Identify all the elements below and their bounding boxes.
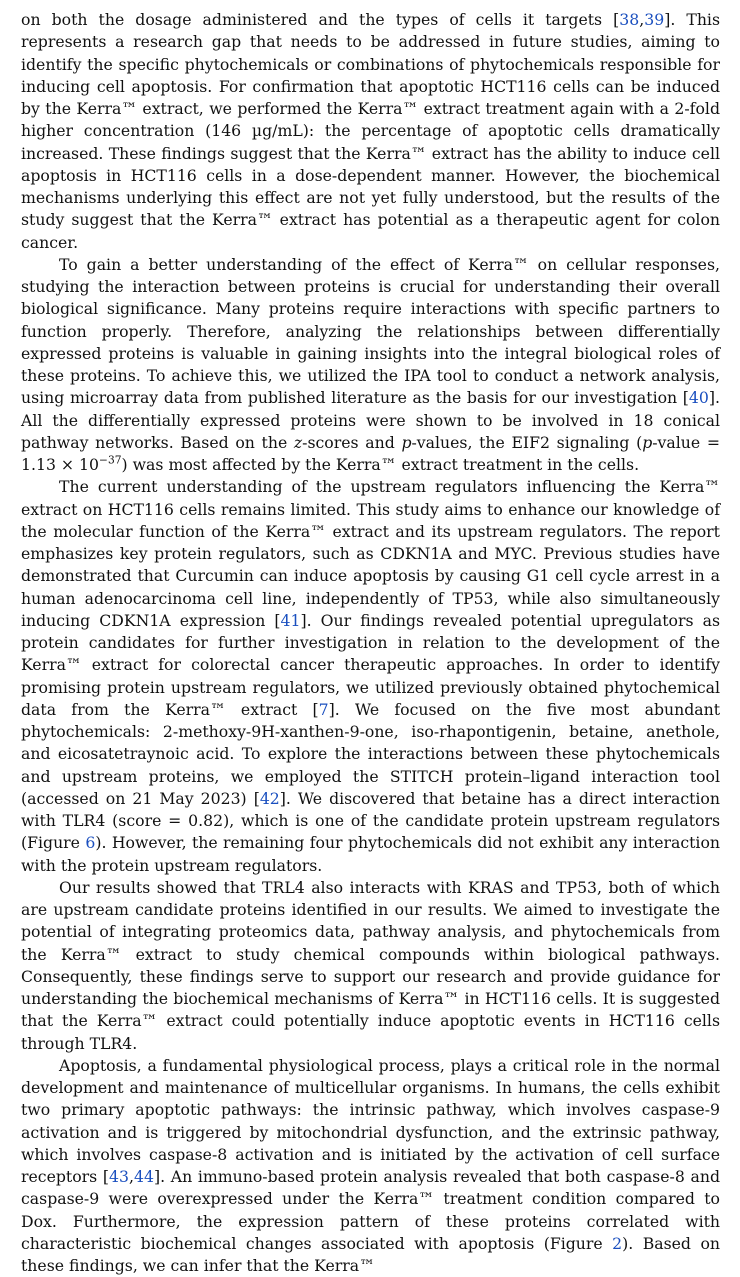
paragraph	[21, 877, 720, 1055]
text-run: ) was most affected by the Kerra™ extract treatment in the cells.	[121, 455, 640, 474]
text-run: The current understanding of the upstream regulators influencing the Kerra™ extract on HCT116 cells remains limited. This study aims to enhance our knowledge of the molecular function of the Kerra™ extract and its upstream regulators. The report emphasizes key protein regulators, such as CDKN1A and MYC. Previous studies have demonstrated that Curcumin can induce apoptosis by causing G1 cell cycle arrest in a human adenocarcinoma cell line, independently of TP53, while also simultaneously inducing CDKN1A expression [	[21, 477, 720, 630]
text-run: ]. This represents a research gap that needs to be addressed in future studies, aiming to identify the specific phytochemicals or combinations of phytochemicals responsible for inducing cell apoptosis. For confirmation that apoptotic HCT116 cells can be induced by the Kerra™ extract, we performed the Kerra™ extract treatment again with a 2-fold higher concentration (146 µg/mL): the percentage of apoptotic cells dramatically increased. These findings suggest that the Kerra™ extract has the ability to induce cell apoptosis in HCT116 cells in a dose-dependent manner. However, the biochemical mechanisms underlying this effect are not yet fully understood, but the results of the study suggest that the Kerra™ extract has potential as a therapeutic agent for colon cancer.	[21, 10, 720, 252]
italic-text: p	[401, 432, 412, 452]
text-run: ]. Our findings revealed potential upregulators as protein candidates for further investigation in relation to the development of the Kerra™ extract for colorectal cancer therapeutic approaches. In order to identify promising protein upstream regulators, we utilized previously obtained phytochemical data from the Kerra™ extract [	[21, 610, 720, 719]
text-run: on both the dosage administered and the types of cells it targets [	[21, 10, 620, 29]
citation-link[interactable]: 7	[318, 699, 329, 719]
text-run: ). Based on these findings, we can infer that the Kerra™	[21, 1233, 721, 1275]
italic-text: z	[293, 432, 303, 452]
text-run: Our results showed that TRL4 also interacts with KRAS and TP53, both of which are upstream candidate proteins identified in our results. We aimed to investigate the potential of integrating proteomics data, pathway analysis, and phytochemicals from the Kerra™ extract to study chemical compounds within biological pathways. Consequently, these findings serve to support our research and provide guidance for understanding the biochemical mechanisms of Kerra™ in HCT116 cells. It is suggested that the Kerra™ extract could potentially induce apoptotic events in HCT116 cells through TLR4.	[21, 877, 720, 1053]
citation-link[interactable]: 40	[688, 388, 709, 408]
text-run: ]. We discovered that betaine has a direct interaction with TLR4 (score = 0.82), which is one of the candidate protein upstream regulators (Figure	[21, 788, 720, 853]
citation-link[interactable]: 44	[133, 1167, 154, 1186]
paragraph	[21, 1055, 720, 1277]
text-run: Apoptosis, a fundamental physiological process, plays a critical role in the normal development and maintenance of multicellular organisms. In humans, the cells exhibit two primary apoptotic pathways: the intrinsic pathway, which involves caspase-9 activation and is triggered by mitochondrial dysfunction, and the extrinsic pathway, which involves caspase-8 activation and is initiated by the activation of cell surface receptors [	[21, 1055, 720, 1186]
text-run: ]. An immuno-based protein analysis revealed that both caspase-8 and caspase-9 were overexpressed under the Kerra™ treatment condition compared to Dox. Furthermore, the expression pattern of these proteins correlated with characteristic biochemical changes associated with apoptosis (Figure	[21, 1167, 720, 1253]
text-run: ,	[128, 1167, 134, 1186]
citation-link[interactable]: 2	[612, 1233, 623, 1253]
body-text	[21, 9, 720, 1277]
paragraph	[21, 254, 720, 477]
text-run: ,	[639, 10, 645, 29]
text-run: To gain a better understanding of the effect of Kerra™ on cellular responses, studying the interaction between proteins is crucial for understanding their overall biological significance. Many proteins require interactions with specific partners to function properly. Therefore, analyzing the relationships between differentially expressed proteins is valuable in gaining insights into the integral biological roles of these proteins. To achieve this, we utilized the IPA tool to conduct a network analysis, using microarray data from published literature as the basis for our investigation [	[21, 254, 720, 408]
paragraph	[21, 476, 720, 877]
text-run: -value = 1.13 × 10	[21, 432, 720, 474]
citation-link[interactable]: 39	[644, 10, 665, 29]
text-run: ]. All the differentially expressed proteins were shown to be involved in 18 conical pathway networks. Based on the	[21, 388, 720, 452]
citation-link[interactable]: 6	[85, 833, 96, 853]
text-run: -values, the EIF2 signaling (	[411, 432, 643, 452]
citation-link[interactable]: 41	[280, 610, 301, 630]
text-run: ]. We focused on the five most abundant phytochemicals: 2-methoxy-9H-xanthen-9-one, iso-rhapontigenin, betaine, anethole, and eicosatetraynoic acid. To explore the interactions between these phytochemicals and upstream proteins, we employed the STITCH protein–ligand interaction tool (accessed on 21 May 2023) [	[21, 699, 720, 808]
citation-link[interactable]: 43	[109, 1167, 129, 1186]
citation-link[interactable]: 38	[619, 10, 640, 29]
text-run: ). However, the remaining four phytochemicals did not exhibit any interaction with the protein upstream regulators.	[21, 833, 720, 875]
citation-link[interactable]: 42	[259, 788, 280, 808]
paragraph	[21, 9, 720, 254]
text-run: -scores and	[302, 432, 402, 452]
italic-text: p	[642, 432, 653, 452]
superscript: −37	[99, 453, 122, 467]
